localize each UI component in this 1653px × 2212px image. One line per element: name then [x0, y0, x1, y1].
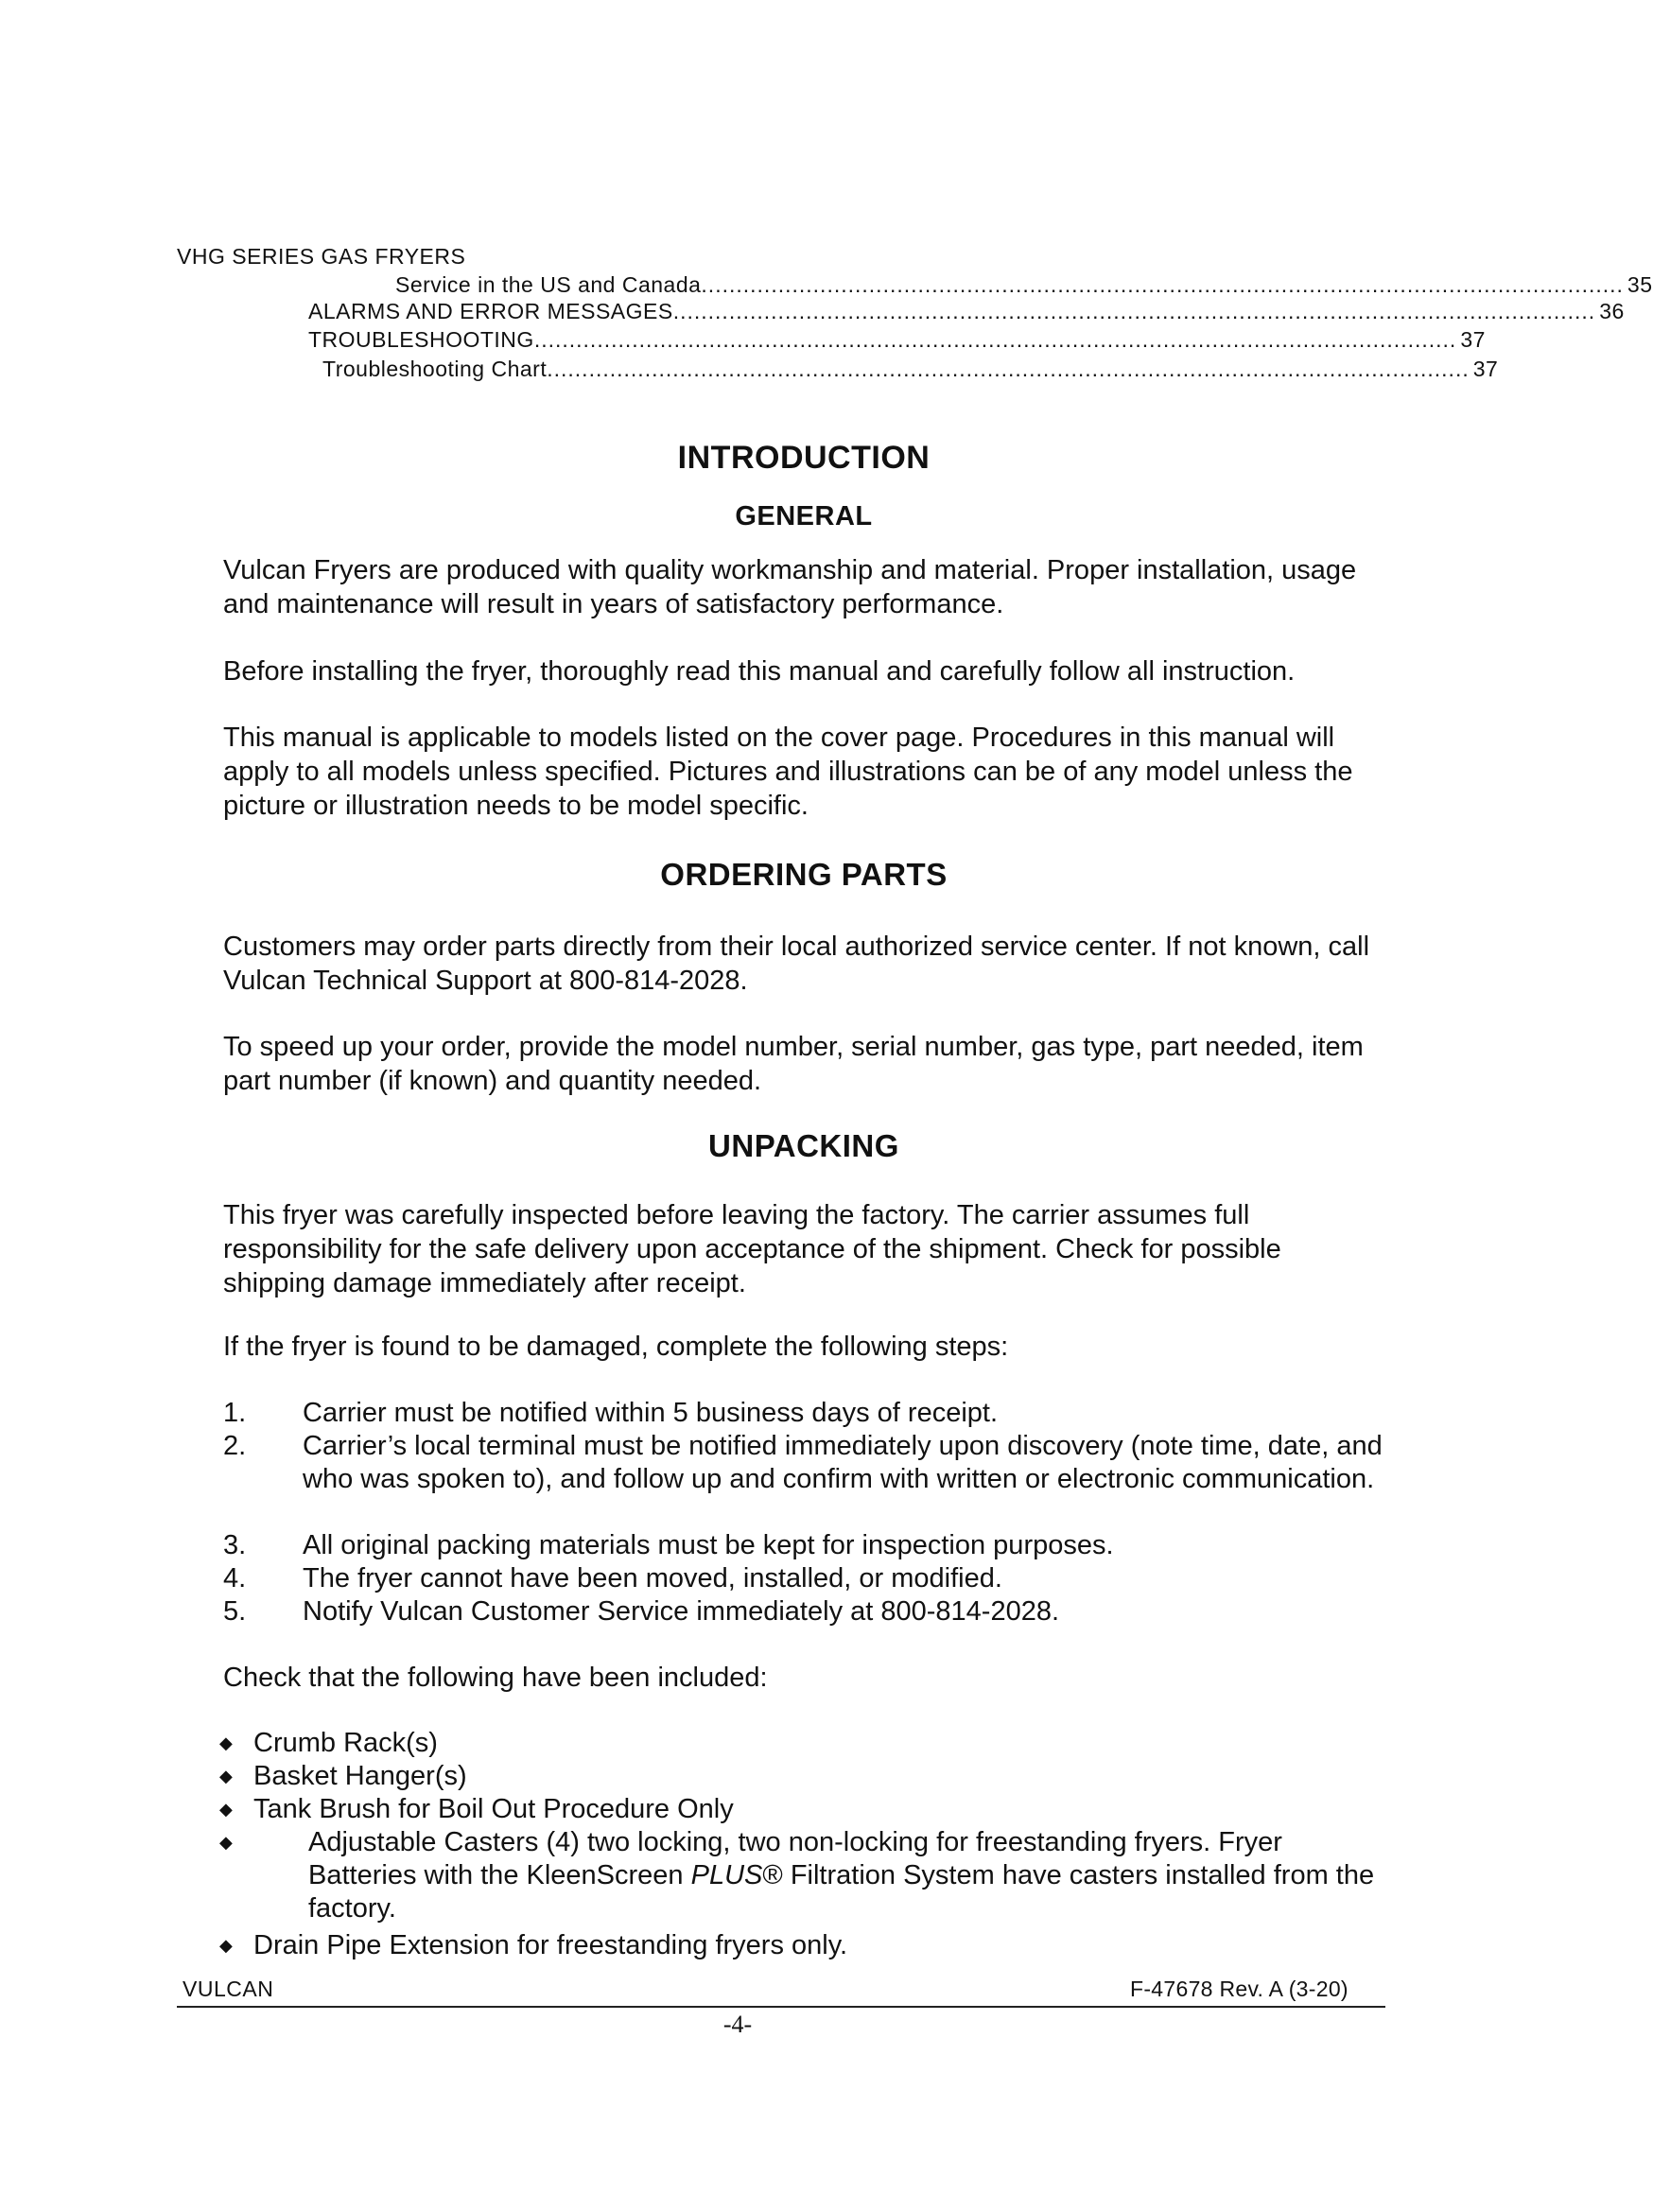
- included-item: [219, 1793, 1392, 1826]
- toc-entry-page: 37: [1472, 357, 1499, 381]
- intro-paragraph: Before installing the fryer, thoroughly read this manual and carefully follow all instruction.: [223, 656, 1296, 687]
- toc-entry[interactable]: [308, 299, 1625, 324]
- included-item: [219, 1760, 1392, 1793]
- included-item: [219, 1826, 1392, 1925]
- document-series-title: VHG SERIES GAS FRYERS: [177, 244, 466, 269]
- step-text: All original packing materials must be kept for inspection purposes.: [303, 1530, 1114, 1560]
- included-item: [219, 1929, 1392, 1962]
- diamond-bullet-icon: ◆: [219, 1767, 233, 1785]
- step-text: Notify Vulcan Customer Service immediately at 800-814-2028.: [303, 1596, 1060, 1627]
- footer-divider: [177, 2006, 1385, 2008]
- unpacking-paragraph: This fryer was carefully inspected before leaving the factory. The carrier assumes full responsibility for the safe delivery upon acceptance of the shipment. Check for possible shipping damage immediately after receipt.: [223, 1200, 1281, 1298]
- numbered-step: [223, 1397, 1396, 1430]
- toc-leader-dots: ....................................................................................................................................: [701, 272, 1624, 297]
- footer-document-id: F-47678 Rev. A (3-20): [1130, 1977, 1348, 2001]
- numbered-step: [223, 1562, 1396, 1595]
- diamond-bullet-icon: ◆: [219, 1936, 233, 1955]
- diamond-bullet-icon: ◆: [219, 1733, 233, 1752]
- toc-entry-page: 36: [1599, 299, 1625, 323]
- toc-entry[interactable]: [308, 327, 1486, 353]
- toc-entry-title: Troubleshooting Chart: [322, 357, 548, 381]
- toc-leader-dots: ....................................................................................................................................: [547, 357, 1470, 381]
- toc-entry[interactable]: [322, 357, 1499, 382]
- plus-brand-text: PLUS: [690, 1860, 763, 1890]
- intro-paragraph: Vulcan Fryers are produced with quality workmanship and material. Proper installation, usage and maintenance will result in years of satisfactory performance.: [223, 555, 1357, 619]
- general-subheading: GENERAL: [735, 501, 873, 531]
- numbered-step: [223, 1529, 1396, 1562]
- step-number: 5.: [223, 1596, 247, 1627]
- toc-leader-dots: ....................................................................................................................................: [533, 327, 1457, 352]
- ordering-parts-heading: ORDERING PARTS: [660, 857, 948, 892]
- included-item-text: Tank Brush for Boil Out Procedure Only: [253, 1794, 734, 1824]
- toc-entry-page: 37: [1460, 327, 1486, 352]
- toc-entry-title: Service in the US and Canada: [395, 272, 702, 297]
- footer-brand: VULCAN: [183, 1977, 274, 2001]
- page-number: -4-: [722, 2011, 753, 2038]
- included-item-text: Adjustable Casters (4) two locking, two non-locking for freestanding fryers. Fryer Batteries with the KleenScreen PLUS® Filtration System have casters installed from the factory.: [308, 1827, 1375, 1924]
- step-number: 1.: [223, 1398, 247, 1428]
- numbered-step: [223, 1430, 1396, 1496]
- included-item-text: Drain Pipe Extension for freestanding fryers only.: [253, 1930, 848, 1960]
- step-number: 3.: [223, 1530, 247, 1560]
- included-item-text: Crumb Rack(s): [253, 1728, 438, 1758]
- toc-entry-page: 35: [1627, 272, 1653, 297]
- step-number: 4.: [223, 1563, 247, 1594]
- toc-entry-title: ALARMS AND ERROR MESSAGES: [308, 299, 673, 323]
- step-text: Carrier must be notified within 5 business days of receipt.: [303, 1398, 999, 1428]
- toc-entry[interactable]: [395, 272, 1653, 298]
- check-intro: Check that the following have been included:: [223, 1663, 768, 1693]
- numbered-step: [223, 1595, 1396, 1629]
- ordering-paragraph: Customers may order parts directly from their local authorized service center. If not known, call Vulcan Technical Support at 800-814-2028.: [223, 932, 1370, 996]
- toc-leader-dots: ....................................................................................................................................: [672, 299, 1596, 323]
- toc-entry-title: TROUBLESHOOTING: [308, 327, 534, 352]
- included-item: [219, 1727, 1392, 1760]
- diamond-bullet-icon: ◆: [219, 1800, 233, 1819]
- ordering-paragraph: To speed up your order, provide the model number, serial number, gas type, part needed, item part number (if known) and quantity needed.: [223, 1032, 1364, 1096]
- step-number: 2.: [223, 1431, 247, 1461]
- diamond-bullet-icon: ◆: [219, 1833, 233, 1852]
- intro-paragraph: This manual is applicable to models listed on the cover page. Procedures in this manual will apply to all models unless specified. Pictures and illustrations can be of any model unless the picture or illustration needs to be model specific.: [223, 723, 1353, 821]
- step-text: The fryer cannot have been moved, installed, or modified.: [303, 1563, 1002, 1594]
- unpacking-paragraph: If the fryer is found to be damaged, complete the following steps:: [223, 1332, 1009, 1362]
- step-text: Carrier’s local terminal must be notified immediately upon discovery (note time, date, and who was spoken to), and follow up and confirm with written or electronic communication.: [303, 1431, 1383, 1494]
- introduction-heading: INTRODUCTION: [677, 440, 931, 476]
- included-item-text: Basket Hanger(s): [253, 1761, 467, 1791]
- unpacking-heading: UNPACKING: [708, 1128, 899, 1163]
